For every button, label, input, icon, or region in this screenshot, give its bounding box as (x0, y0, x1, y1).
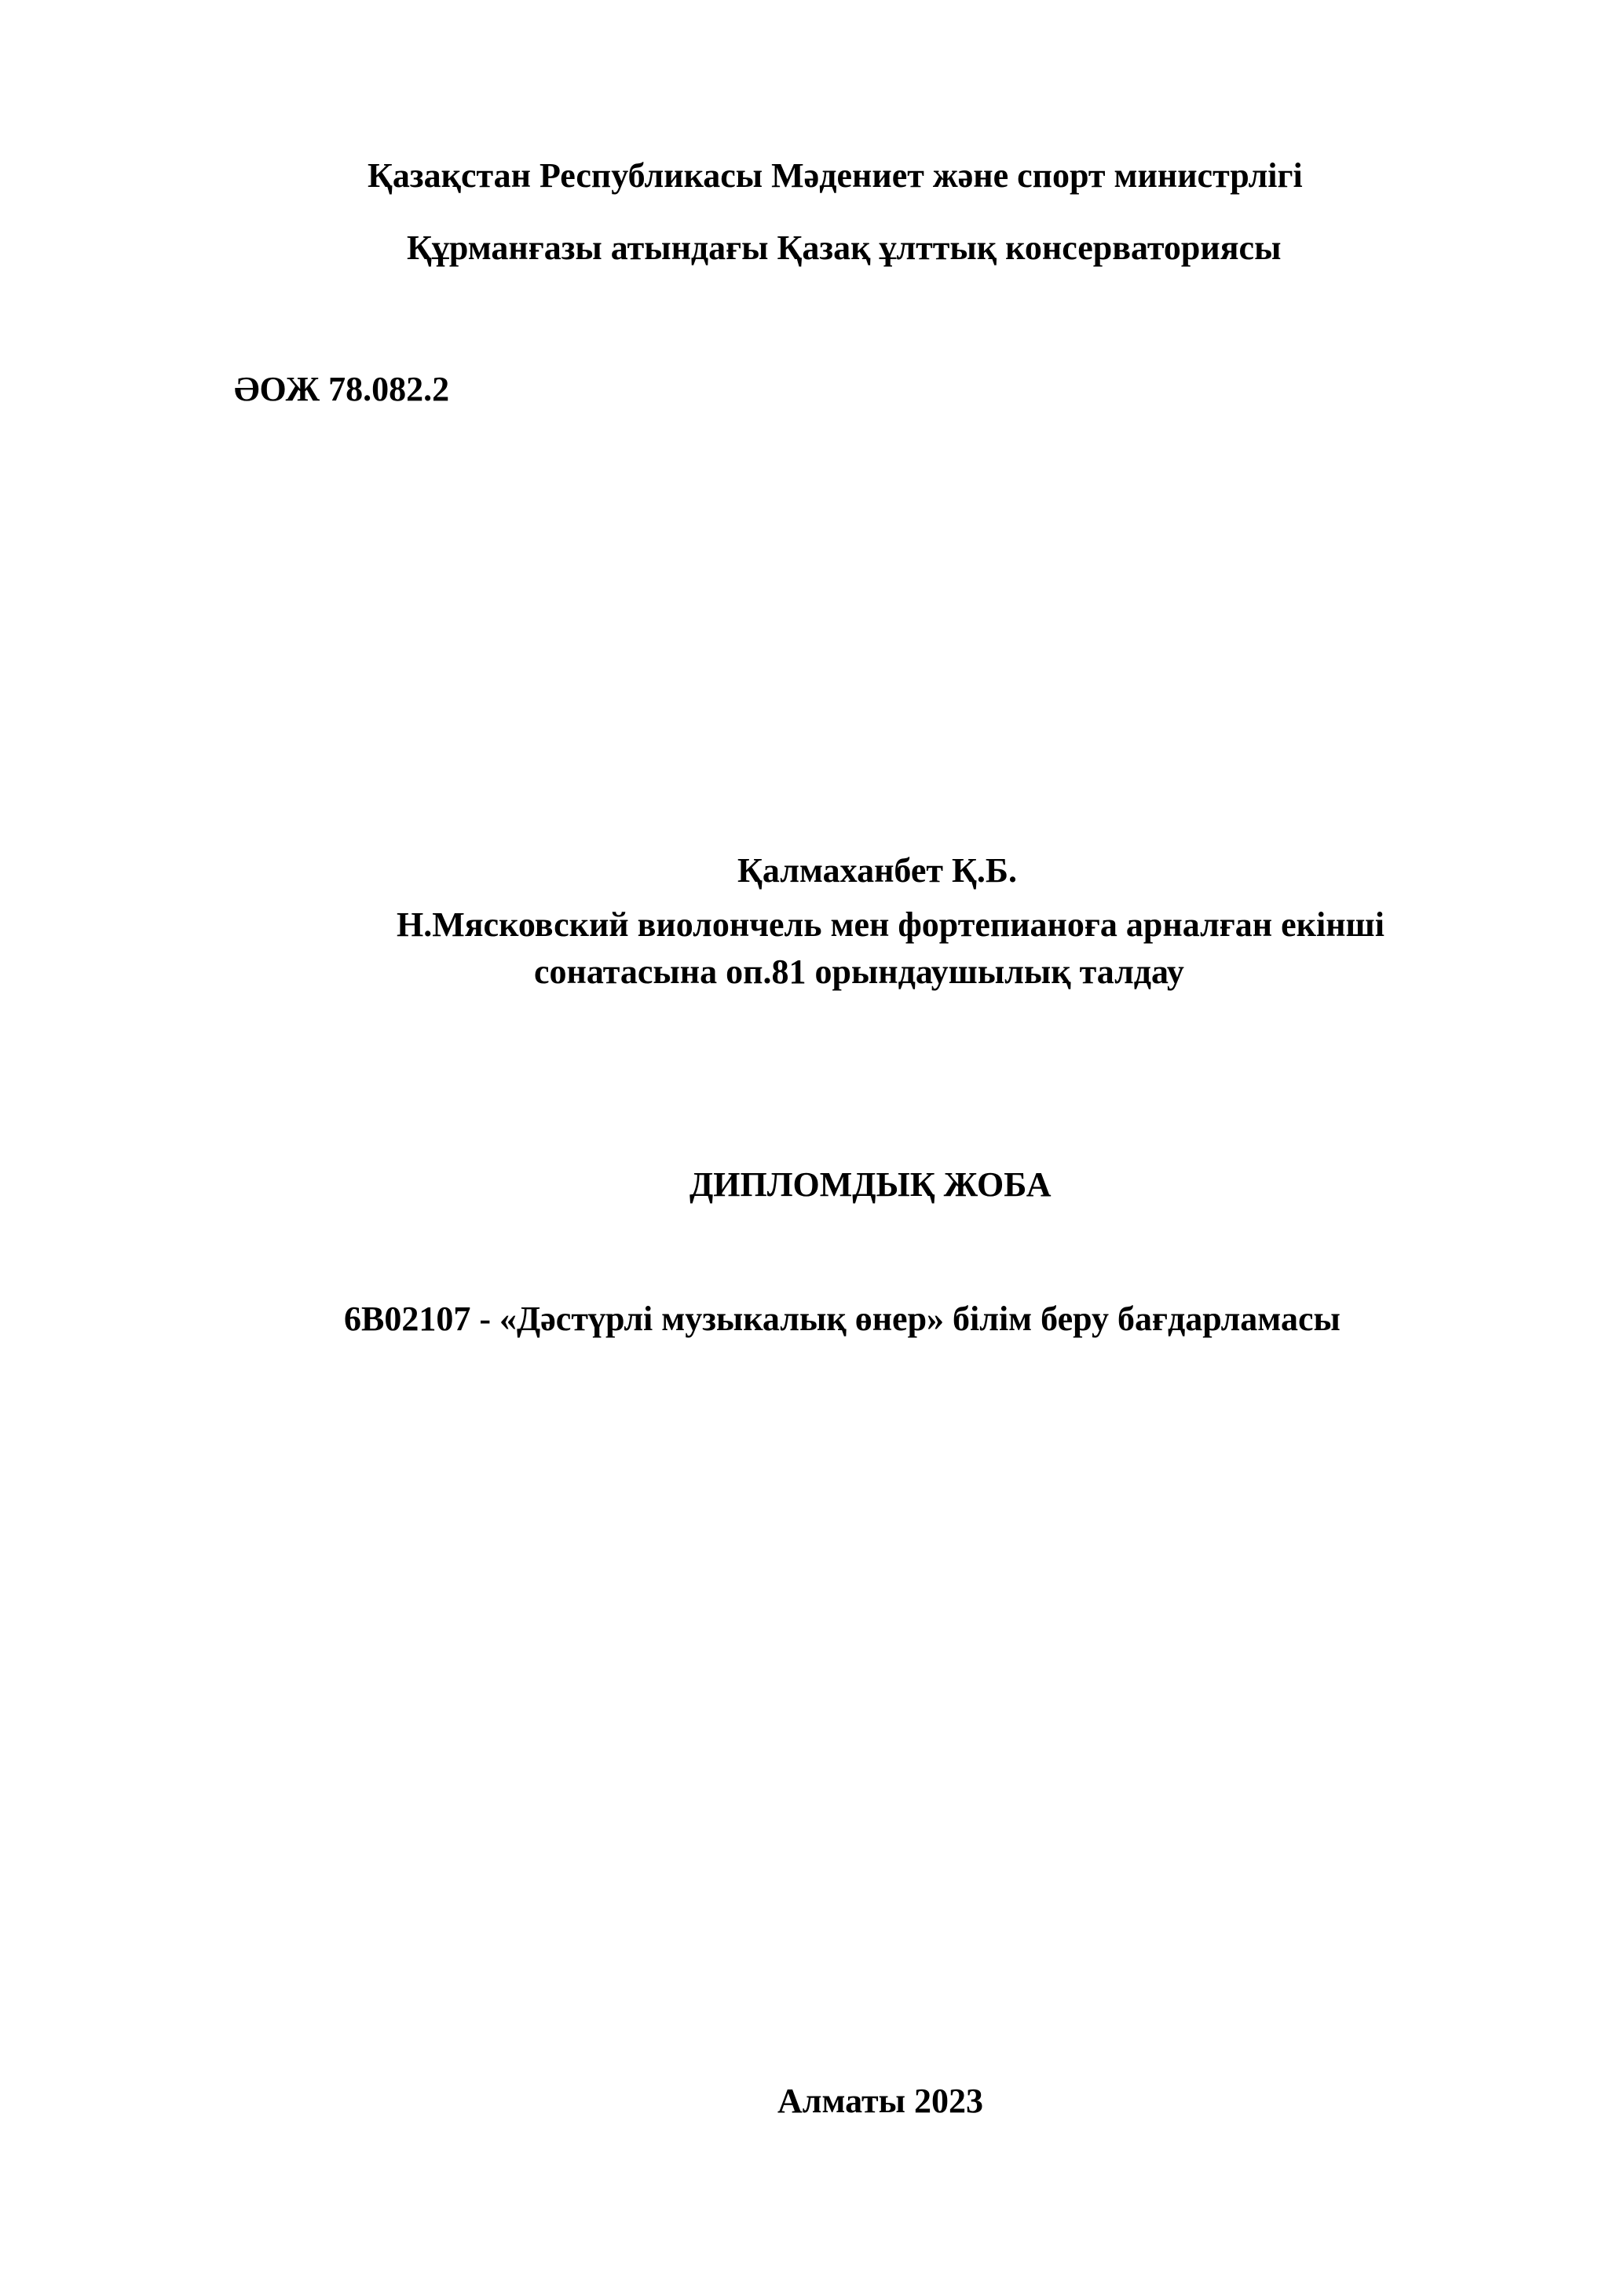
work-type-heading: ДИПЛОМДЫҚ ЖОБА (689, 1165, 1052, 1204)
author-name: Қалмаханбет Қ.Б. (737, 851, 1017, 890)
thesis-title-line-1: Н.Мясковский виолончель мен фортепианоға арналған екінші (397, 905, 1384, 944)
education-program: 6В02107 - «Дәстүрлі музыкалық өнер» білім беру бағдарламасы (344, 1300, 1341, 1338)
udc-code: ӘОЖ 78.082.2 (234, 370, 450, 408)
ministry-heading: Қазақстан Республикасы Мәдениет және спорт министрлігі (368, 156, 1303, 195)
city-year: Алматы 2023 (777, 2082, 983, 2120)
thesis-title-line-2: сонатасына оп.81 орындаушылық талдау (534, 952, 1184, 991)
institution-heading: Құрманғазы атындағы Қазақ ұлттық консерваториясы (407, 229, 1282, 267)
